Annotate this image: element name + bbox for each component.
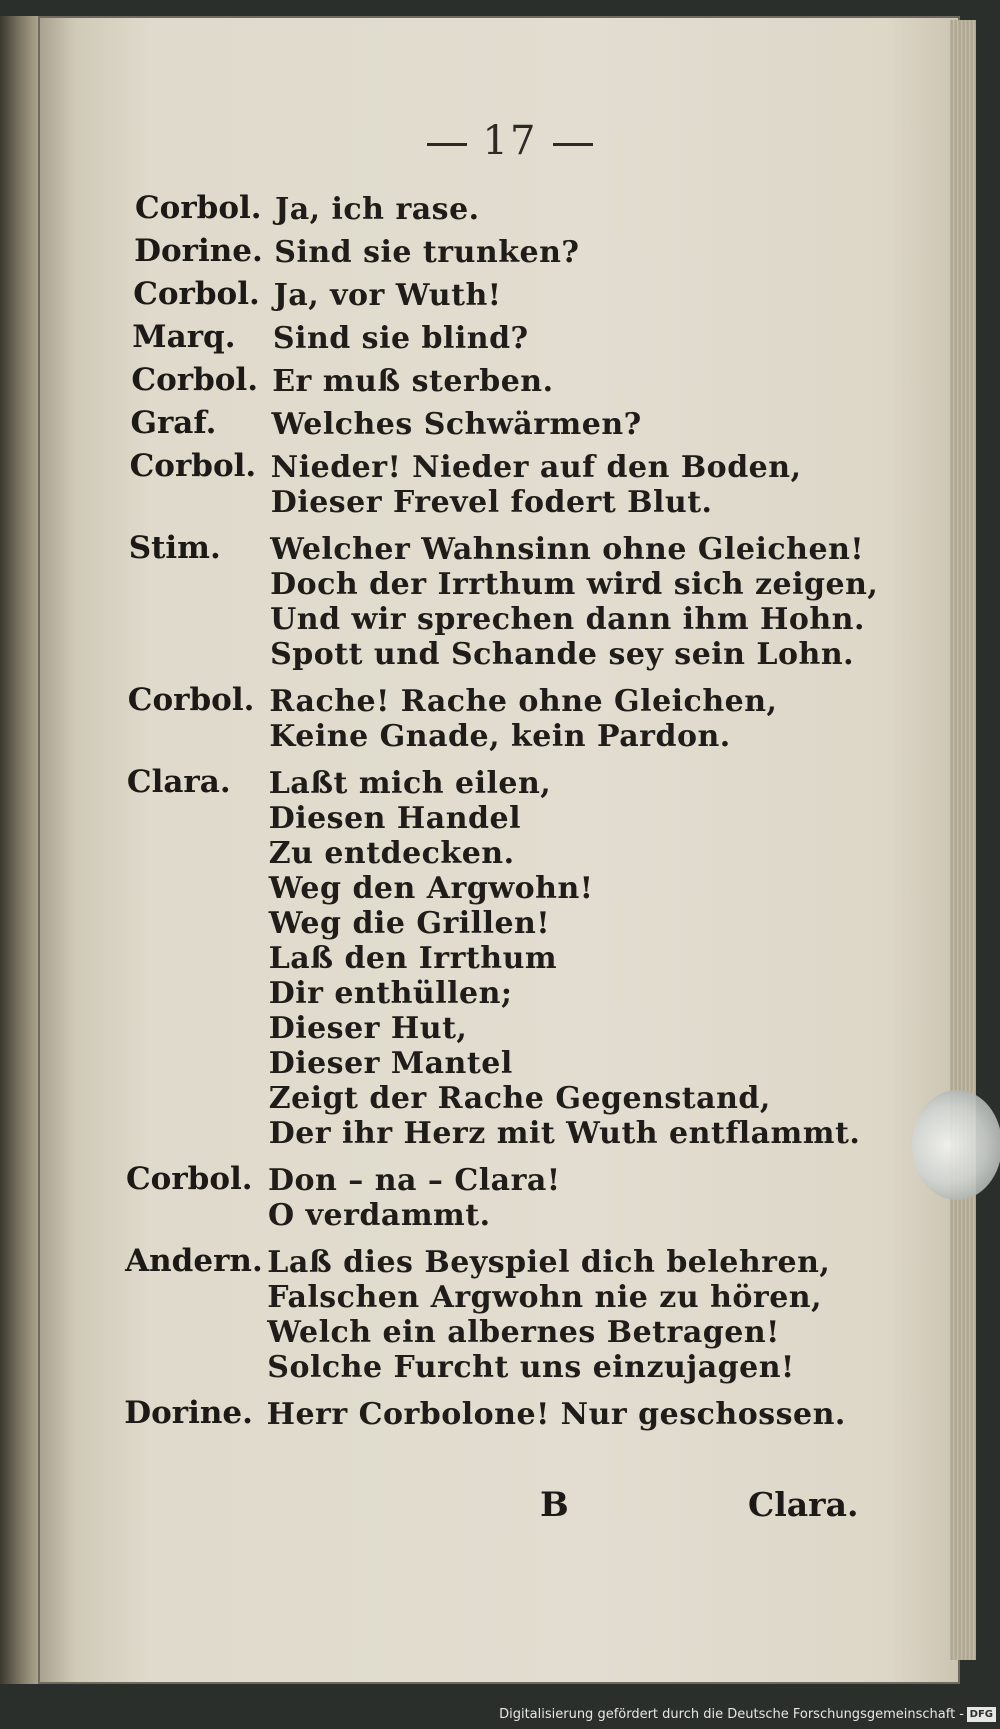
dialogue-line: Welcher Wahnsinn ohne Gleichen! (270, 532, 865, 567)
dialogue-line: Er muß sterben. (272, 364, 554, 399)
dialogue-line: Dieser Frevel fodert Blut. (270, 485, 713, 520)
dialogue-line: Ja, ich rase. (275, 192, 480, 227)
speaker-name: Corbol. (127, 682, 255, 718)
dialogue-line: Weg die Grillen! (268, 906, 551, 941)
dialogue-line: Solche Furcht uns einzujagen! (267, 1350, 795, 1385)
speaker-name: Marq. (132, 319, 236, 355)
dialogue-line: Weg den Argwohn! (268, 871, 594, 906)
dialogue-line: Sind sie blind? (272, 321, 529, 356)
speaker-name: Dorine. (134, 233, 263, 269)
dialogue-line: Dir enthüllen; (268, 976, 513, 1011)
page-clip (912, 1090, 1000, 1200)
dialogue-line: Spott und Schande sey sein Lohn. (270, 637, 855, 672)
speaker-name: Corbol. (131, 362, 258, 398)
speaker-name: Graf. (130, 405, 217, 441)
speaker-name: Dorine. (124, 1395, 253, 1431)
dash-left (427, 143, 467, 146)
speaker-name: Stim. (128, 530, 221, 566)
dialogue-line: Dieser Mantel (268, 1046, 513, 1081)
dialogue-line: Laßt mich eilen, (268, 766, 552, 801)
dialogue-line: Diesen Handel (268, 801, 521, 836)
dialogue-line: Welch ein albernes Betragen! (267, 1315, 780, 1350)
page-edges (950, 20, 976, 1660)
dialogue-line: Herr Corbolone! Nur geschossen. (266, 1397, 846, 1432)
dialogue-line: Dieser Hut, (268, 1011, 468, 1046)
dialogue-line: Laß den Irrthum (268, 941, 558, 976)
dialogue-line: Zu entdecken. (268, 836, 515, 871)
dash-right (553, 143, 593, 146)
dialogue-line: Falschen Argwohn nie zu hören, (267, 1280, 823, 1315)
speaker-name: Corbol. (135, 190, 262, 226)
dialogue-line: Der ihr Herz mit Wuth entflammt. (268, 1116, 861, 1151)
dialogue-line: Welches Schwärmen? (271, 407, 642, 442)
dialogue-line: Doch der Irrthum wird sich zeigen, (270, 567, 879, 602)
credit-text: Digitalisierung gefördert durch die Deutsche Forschungsgemeinschaft - (499, 1707, 964, 1722)
dfg-logo: DFG (967, 1707, 996, 1722)
dialogue-line: Keine Gnade, kein Pardon. (269, 719, 731, 754)
dialogue-line: Rache! Rache ohne Gleichen, (269, 684, 778, 719)
signature-mark: B (540, 1485, 569, 1525)
speaker-name: Clara. (126, 764, 231, 800)
page-number (380, 118, 640, 164)
dialogue-line: O verdammt. (268, 1198, 491, 1233)
speaker-name: Andern. (125, 1243, 263, 1279)
dialogue-line: Don – na – Clara! (268, 1163, 561, 1198)
credit-bar (0, 1700, 1000, 1729)
speaker-name: Corbol. (129, 448, 257, 484)
dialogue-line: Zeigt der Rache Gegenstand, (268, 1081, 771, 1116)
speaker-name: Corbol. (126, 1161, 253, 1197)
dialogue-line: Ja, vor Wuth! (273, 278, 502, 313)
dialogue-line: Sind sie trunken? (274, 235, 580, 270)
dialogue-line: Laß dies Beyspiel dich belehren, (267, 1245, 831, 1280)
page-number-text: 17 (482, 118, 538, 164)
speaker-name: Corbol. (133, 276, 260, 312)
catchword: Clara. (748, 1485, 859, 1524)
dialogue-line: Nieder! Nieder auf den Boden, (270, 450, 802, 485)
dialogue-line: Und wir sprechen dann ihm Hohn. (270, 602, 865, 637)
